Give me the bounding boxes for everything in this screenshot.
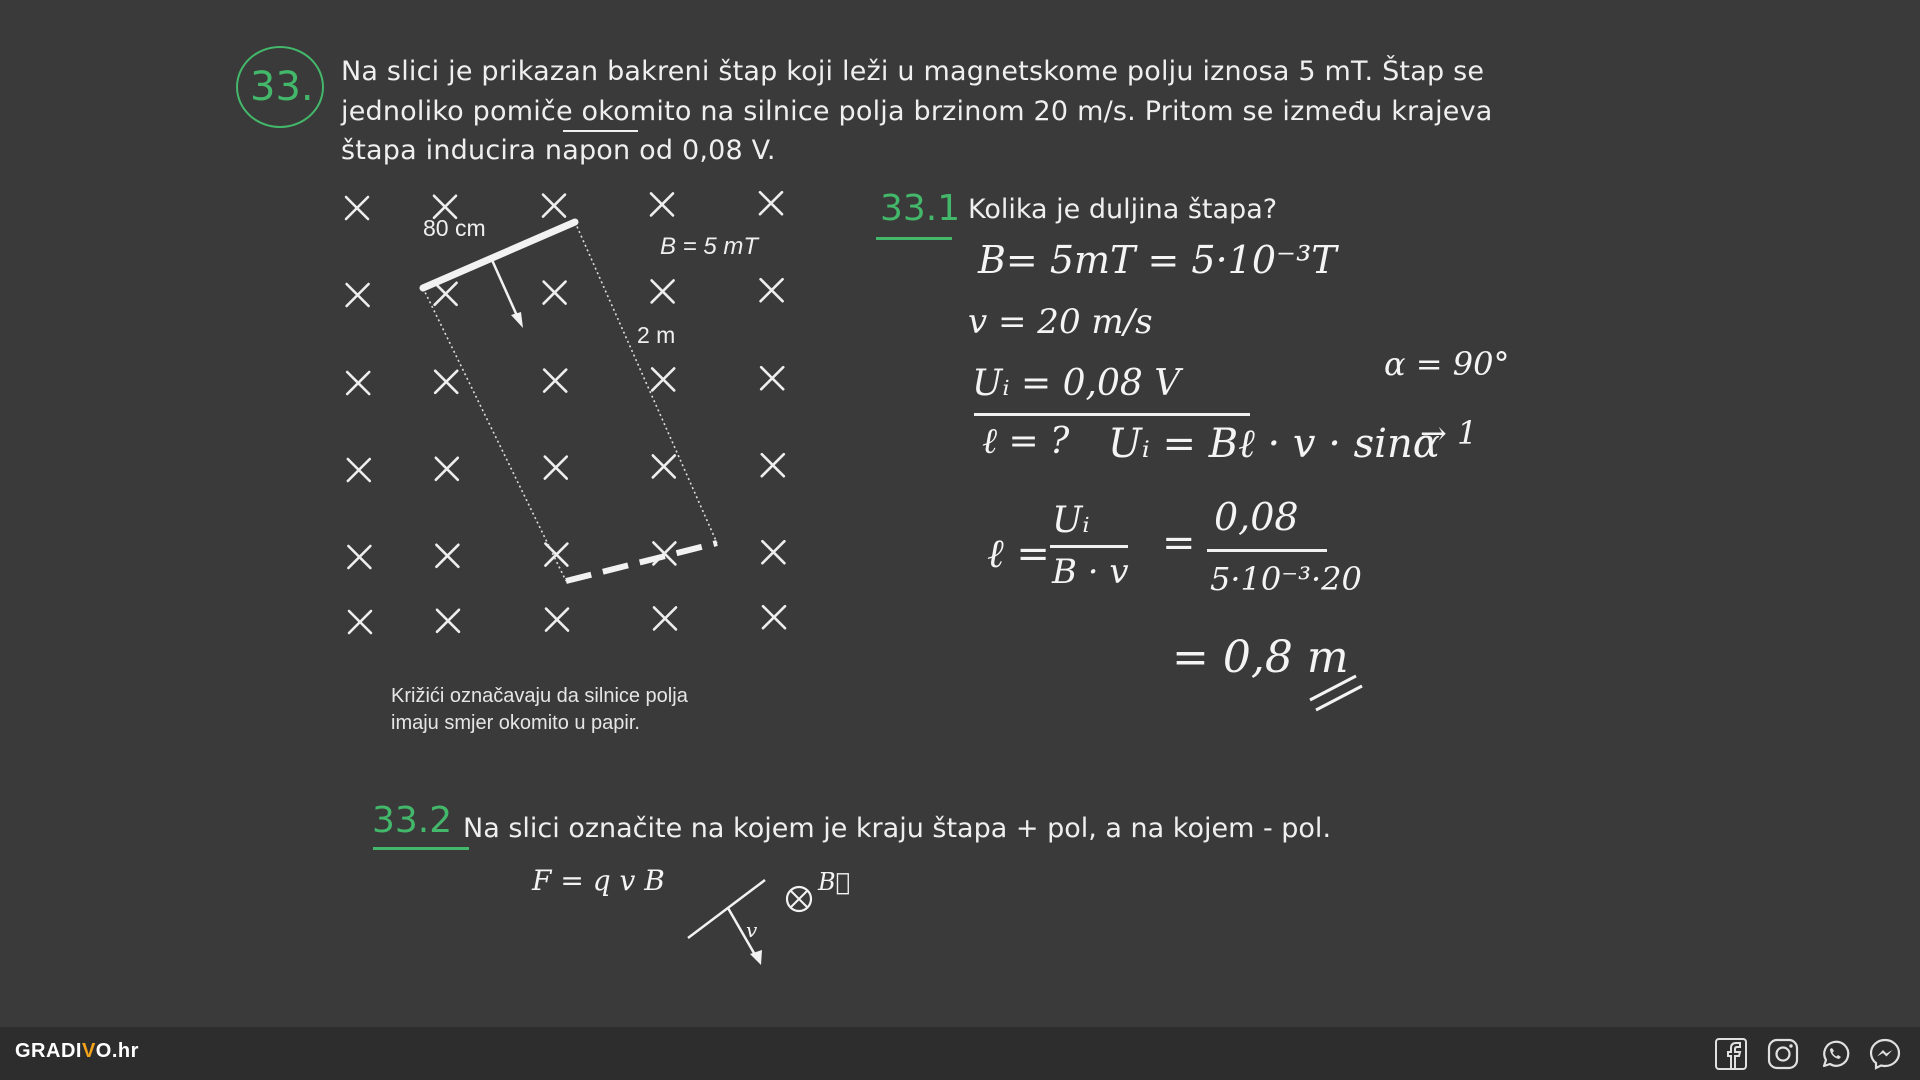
rod-final-position <box>566 543 717 581</box>
q1-result: = 0,8 m <box>1172 632 1349 683</box>
field-cross <box>544 370 566 392</box>
field-cross <box>348 546 370 568</box>
field-cross <box>436 545 458 567</box>
field-cross <box>653 455 675 477</box>
q1-result-double-underline <box>1306 670 1366 714</box>
q1-number: 33.1 <box>880 188 961 229</box>
field-cross <box>436 458 458 480</box>
field-cross <box>545 457 567 479</box>
q1-frac2-num: 0,08 <box>1214 495 1299 539</box>
q1-given-u: Uᵢ = 0,08 V <box>972 363 1181 404</box>
q1-angle: α = 90° <box>1384 345 1510 383</box>
q1-l-equals: ℓ = <box>987 531 1050 577</box>
field-cross <box>347 372 369 394</box>
field-cross <box>652 368 674 390</box>
field-cross <box>437 610 459 632</box>
caption-line-1: Križići označavaju da silnice polja <box>391 685 688 707</box>
field-cross <box>435 371 457 393</box>
q1-number-underline <box>876 237 952 240</box>
field-cross <box>763 606 785 628</box>
field-strength-label: B = 5 mT <box>660 233 759 260</box>
field-cross <box>435 283 457 305</box>
path-length-label: 2 m <box>637 322 676 348</box>
field-cross <box>761 279 783 301</box>
q1-frac1-den: B · v <box>1052 552 1129 592</box>
rod-length-label: 80 cm <box>423 215 486 241</box>
field-cross <box>762 541 784 563</box>
q1-text: Kolika je duljina štapa? <box>968 194 1278 225</box>
field-cross <box>546 609 568 631</box>
okomito-underline <box>563 130 638 132</box>
whatsapp-icon[interactable] <box>1818 1037 1852 1071</box>
q1-unknown: ℓ = ? <box>982 421 1070 462</box>
q1-equals: = <box>1162 520 1196 566</box>
q1-formula: Uᵢ = Bℓ · v · sinα <box>1108 421 1440 467</box>
rod-path <box>423 222 717 581</box>
caption-line-2: imaju smjer okomito u papir. <box>391 712 640 734</box>
field-cross <box>348 459 370 481</box>
q1-frac1-bar <box>1050 545 1128 548</box>
problem-text: Na slici je prikazan bakreni štap koji leži u magnetskome polju iznosa 5 mT. Štap se jednoliko pomiče okomito na silnice polja brzinom 20 m/s. Pritom se između krajeva štapa inducira napon od 0,08 V. <box>341 56 1493 166</box>
q2-b-label: B⃗ <box>818 868 851 896</box>
field-cross <box>544 282 566 304</box>
logo-part-b: O.hr <box>95 1040 139 1062</box>
q2-text: Na slici označite na kojem je kraju štapa + pol, a na kojem - pol. <box>463 813 1332 844</box>
field-cross <box>762 454 784 476</box>
field-cross <box>654 607 676 629</box>
facebook-icon[interactable] <box>1714 1037 1748 1071</box>
q2-v-label: v <box>746 918 758 942</box>
q1-frac1-num: Uᵢ <box>1052 500 1090 541</box>
field-cross <box>652 280 674 302</box>
field-cross <box>651 193 673 215</box>
q2-number-underline <box>373 847 469 850</box>
field-cross <box>543 195 565 217</box>
velocity-arrow <box>492 260 518 318</box>
messenger-icon[interactable] <box>1868 1037 1902 1071</box>
field-cross <box>346 197 368 219</box>
q1-given-b: B= 5mT = 5·10⁻³T <box>978 238 1337 282</box>
logo-part-a: GRADI <box>15 1040 82 1062</box>
field-cross <box>349 611 371 633</box>
q2-number: 33.2 <box>372 800 453 841</box>
field-cross <box>347 284 369 306</box>
q1-frac2-bar <box>1207 549 1327 552</box>
footer-bar <box>0 1027 1920 1080</box>
velocity-arrowhead <box>511 312 523 328</box>
gradivo-logo[interactable] <box>15 1040 139 1063</box>
instagram-icon[interactable] <box>1766 1037 1800 1071</box>
q1-given-v: v = 20 m/s <box>968 302 1153 342</box>
q2-force-formula: F = q v B <box>532 864 665 897</box>
field-cross <box>760 192 782 214</box>
q1-given-separator <box>974 413 1250 416</box>
problem-number: 33. <box>250 64 314 110</box>
figure-caption <box>391 683 688 737</box>
q1-frac2-den: 5·10⁻³·20 <box>1210 560 1362 598</box>
field-cross <box>761 367 783 389</box>
logo-check: V <box>81 1040 96 1062</box>
q1-sin-value: → 1 <box>1420 414 1478 452</box>
